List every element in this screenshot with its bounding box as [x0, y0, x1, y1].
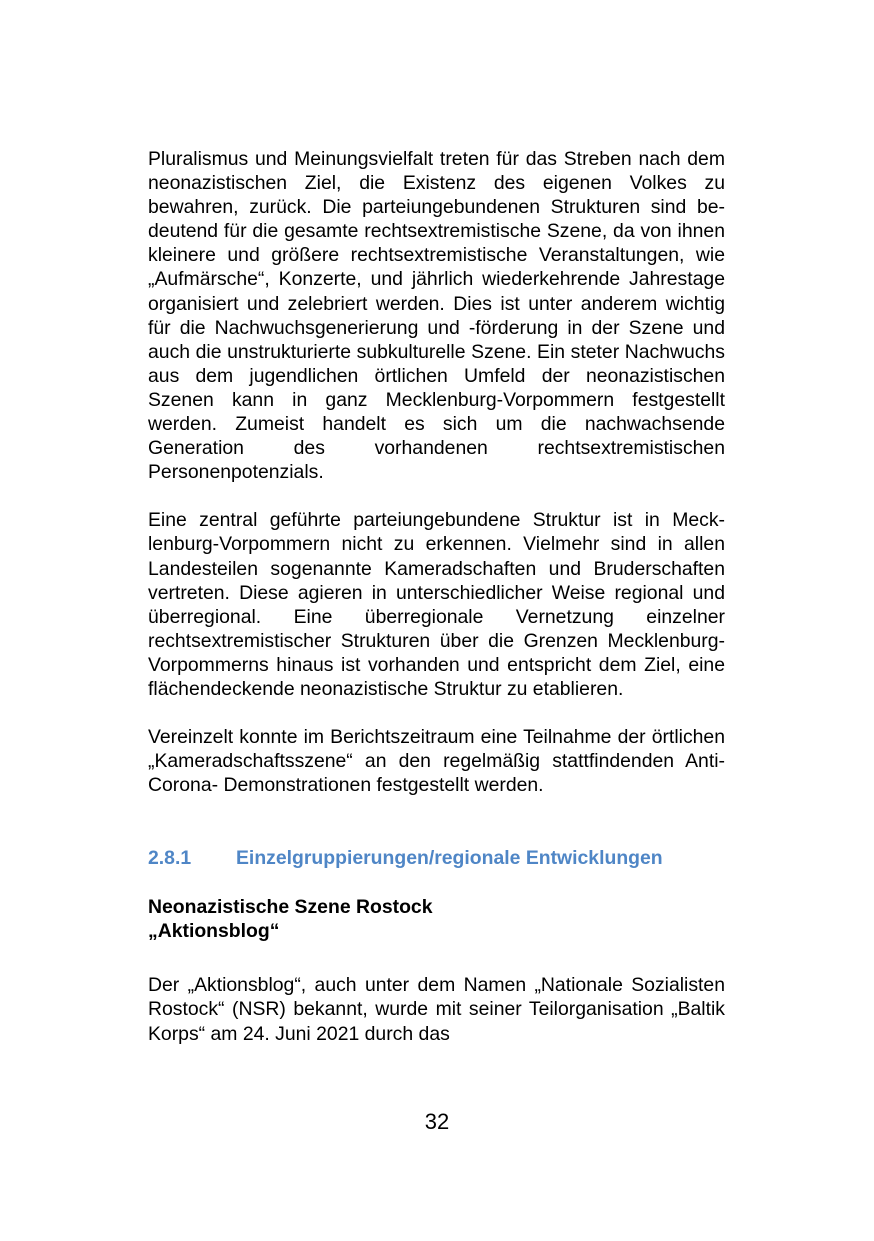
section-spacer: [148, 797, 725, 846]
subheading-line-2: „Aktionsblog“: [148, 920, 280, 943]
body-paragraph-1: Pluralismus und Meinungsvielfalt treten für das Streben nach dem neonazistischen Ziel, die Existenz des eigenen Volkes zu bewahren, zurück. Die parteiungebundenen Strukturen sind bedeutend für die gesamte rechtsextremistische Szene, da von ihnen kleinere und größere rechtsextremistische Veranstaltungen, wie „Aufmärsche“, Konzerte, und jährlich wiederkehrende Jahrestage organisiert und zelebriert werden. Dies ist unter anderem wichtig für die Nachwuchsgenerierung und -förderung in der Szene und auch die unstrukturierte subkulturelle Szene. Ein steter Nachwuchs aus dem jugendlichen örtlichen Umfeld der neonazistischen Szenen kann in ganz Mecklenburg-Vorpommern festgestellt werden. Zumeist handelt es sich um die nachwachsende Generation des vorhandenen rechtsextremistischen Personenpotenzials.: [148, 148, 725, 484]
body-paragraph-4: Der „Aktionsblog“, auch unter dem Namen „Nationale Sozialisten Rostock“ (NSR) bekannt, wurde mit seiner Teilorganisation „Baltik Korps“ am 24. Juni 2021 durch das: [148, 974, 725, 1045]
section-title: Einzelgruppierungen/regionale Entwicklungen: [236, 847, 663, 870]
subheading-spacer: [148, 943, 725, 973]
heading-spacer: [148, 870, 725, 895]
subheading-line-1: Neonazistische Szene Rostock: [148, 896, 433, 919]
body-paragraph-3: Vereinzelt konnte im Berichtszeitraum eine Teilnahme der örtlichen „Kameradschaftsszene“ an den regelmäßig stattfindenden Anti-Corona- Demonstrationen festgestellt werden.: [148, 726, 725, 797]
body-paragraph-2: Eine zentral geführte parteiungebundene Struktur ist in Mecklenburg-Vorpommern nicht zu erkennen. Vielmehr sind in allen Landesteilen sogenannte Kameradschaften und Bruderschaften vertreten. Diese agieren in unterschiedlicher Weise regional und überregional. Eine überregionale Vernetzung einzelner rechtsextremistischer Strukturen über die Grenzen Mecklenburg-Vorpommerns hinaus ist vorhanden und entspricht dem Ziel, eine flächendeckende neonazistische Struktur zu etablieren.: [148, 509, 725, 700]
document-page: [148, 147, 725, 1046]
paragraph-spacer: [148, 484, 725, 508]
section-number: 2.8.1: [148, 847, 192, 870]
section-heading: [148, 846, 725, 870]
page-number: 32: [424, 1109, 450, 1134]
paragraph-spacer: [148, 701, 725, 725]
